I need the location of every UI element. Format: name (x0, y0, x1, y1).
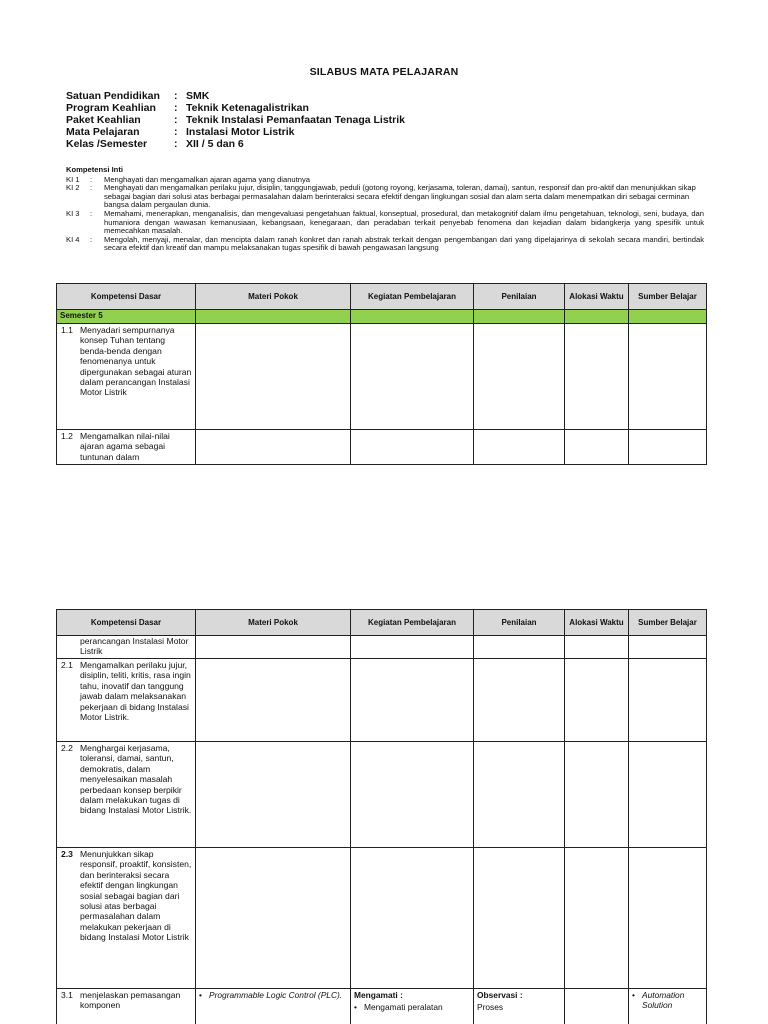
kd-text: Menunjukkan sikap responsif, proaktif, konsisten, dan berinteraksi secara efektif dengan lingkungan sosial sebagai bagian dari solusi atas berbagai permasalahan dalam melakukan pekerjaan di bidang Instalasi Motor Listrik (80, 849, 192, 943)
penilaian-cell (474, 989, 565, 1024)
header-kegiatan: Kegiatan Pembelajaran (351, 284, 474, 310)
materi-text: Programmable Logic Control (PLC). (209, 990, 343, 1000)
table-row (57, 848, 707, 989)
meta-value: XII / 5 dan 6 (186, 138, 244, 150)
identity-block (66, 90, 405, 150)
meta-colon: : (174, 114, 178, 126)
kegiatan-item: Mengamati peralatan (364, 1002, 443, 1012)
header-penilaian: Penilaian (474, 610, 565, 636)
ki-code: KI 1 (66, 174, 80, 184)
meta-colon: : (174, 126, 178, 138)
kompetensi-inti-heading: Kompetensi Inti (66, 165, 123, 174)
kd-text: Mengamalkan perilaku jujur, disiplin, teliti, kritis, rasa ingin tahu, inovatif dan tanggung jawab dalam melaksanakan pekerjaan di bidang Instalasi Motor Listrik. (80, 660, 191, 723)
header-kompetensi-dasar: Kompetensi Dasar (57, 284, 196, 310)
bullet-icon: • (354, 1002, 357, 1012)
header-sumber-belajar: Sumber Belajar (629, 284, 707, 310)
ki-text: Menghayati dan mengamalkan perilaku jujur, disiplin, tanggungjawab, peduli (gotong royong, kerjasama, toleran, damai), santun, responsif dan pro-aktif dan menunjukkan sikap sebagai bagian dari solusi atas berbagai permasalahan dalam berinteraksi secara efektif dengan lingkungan sosial dan alam serta dalam menempatkan diri sebagai cerminan bangsa dalam pergaulan dunia. (104, 183, 696, 210)
ki-text: Mengolah, menyaji, menalar, dan mencipta dalam ranah konkret dan ranah abstrak terkait dengan pengembangan dari yang dipelajarinya di sekolah secara mandiri, bertindak secara efektif dan kreatif dan mampu melaksanakan tugas spesifik di bawah pengawasan langsung (104, 234, 704, 253)
kd-number: 2.2 (61, 743, 73, 753)
syllabus-table-2 (56, 609, 707, 1024)
meta-label: Paket Keahlian (66, 114, 141, 126)
kd-number: 2.3 (61, 849, 73, 859)
penilaian-heading: Observasi : (477, 990, 523, 1000)
meta-value: Instalasi Motor Listrik (186, 126, 295, 138)
sumber-cell (629, 989, 707, 1024)
table-row (57, 989, 707, 1024)
kd-cell (57, 430, 196, 465)
ki-item (66, 184, 704, 210)
kd-cell (57, 848, 196, 989)
table-row (57, 324, 707, 430)
meta-label: Mata Pelajaran (66, 126, 140, 138)
ki-code: KI 3 (66, 208, 80, 218)
meta-colon: : (174, 102, 178, 114)
meta-label: Program Keahlian (66, 102, 156, 114)
table-header-row (57, 284, 707, 310)
kd-text: menjelaskan pemasangan komponen (80, 990, 181, 1011)
kd-number: 2.1 (61, 660, 73, 670)
header-penilaian: Penilaian (474, 284, 565, 310)
ki-sep: : (90, 208, 93, 218)
materi-cell (196, 989, 351, 1024)
table-row (57, 742, 707, 848)
meta-value: SMK (186, 90, 210, 102)
ki-item (66, 236, 704, 253)
penilaian-text: Proses (477, 1002, 504, 1012)
header-alokasi-waktu: Alokasi Waktu (565, 610, 629, 636)
ki-sep: : (90, 183, 93, 193)
kd-number: 1.2 (61, 431, 73, 441)
kegiatan-cell (351, 989, 474, 1024)
kd-text: Menghargai kerjasama, toleransi, damai, santun, demokratis, dalam menyelesaikan masalah perbedaan konsep berpikir dalam melakukan tugas di bidang Instalasi Motor Listrik. (80, 743, 192, 816)
ki-code: KI 4 (66, 234, 80, 244)
header-kompetensi-dasar: Kompetensi Dasar (57, 610, 196, 636)
kd-number: 1.1 (61, 325, 73, 335)
meta-row-kelas (66, 138, 405, 150)
ki-text: Menghayati dan mengamalkan ajaran agama yang dianutnya (104, 174, 311, 184)
meta-row-mapel (66, 126, 405, 138)
kegiatan-heading: Mengamati : (354, 990, 403, 1000)
kd-continuation: perancangan Instalasi Motor Listrik (80, 636, 189, 657)
syllabus-table-1 (56, 283, 707, 465)
header-sumber-belajar: Sumber Belajar (629, 610, 707, 636)
kd-text: Menyadari sempurnanya konsep Tuhan tentang benda-benda dengan fenomenanya untuk dipergunakan sebagai aturan dalam perancangan Instalasi Motor Listrik (80, 325, 192, 398)
table-row (57, 430, 707, 465)
header-materi-pokok: Materi Pokok (196, 284, 351, 310)
table-row (57, 636, 707, 659)
ki-sep: : (90, 234, 93, 244)
semester-label: Semester 5 (57, 310, 196, 324)
ki-code: KI 2 (66, 183, 80, 193)
kd-cell (57, 742, 196, 848)
meta-label: Satuan Pendidikan (66, 90, 160, 102)
sumber-text: Automation Solution (642, 990, 685, 1010)
meta-value: Teknik Instalasi Pemanfaatan Tenaga Listrik (186, 114, 406, 126)
kd-cell (57, 989, 196, 1024)
meta-row-paket (66, 114, 405, 126)
header-kegiatan: Kegiatan Pembelajaran (351, 610, 474, 636)
meta-colon: : (174, 138, 178, 150)
header-alokasi-waktu: Alokasi Waktu (565, 284, 629, 310)
meta-row-program (66, 102, 405, 114)
semester-row (57, 310, 707, 324)
table-header-row (57, 610, 707, 636)
kd-cell (57, 636, 196, 659)
meta-row-satuan (66, 90, 405, 102)
ki-sep: : (90, 174, 93, 184)
table-row (57, 659, 707, 742)
bullet-icon: • (632, 990, 635, 1000)
meta-label: Kelas /Semester (66, 138, 148, 150)
kd-text: Mengamalkan nilai-nilai ajaran agama sebagai tuntunan dalam (80, 431, 170, 462)
meta-colon: : (174, 90, 178, 102)
ki-text: Memahami, menerapkan, menganalisis, dan mengevaluasi pengetahuan faktual, konseptual, prosedural, dan metakognitif dalam ilmu pengetahuan, teknologi, seni, budaya, dan humaniora dengan wawasan kemanusiaan, kebangsaan, kenegaraan, dan peradaban terkait penyebab fenomena dan kejadian dalam bidangkerja yang spesifik untuk memecahkan masalah. (104, 208, 704, 236)
header-materi-pokok: Materi Pokok (196, 610, 351, 636)
kd-cell (57, 659, 196, 742)
kompetensi-inti-section (66, 166, 704, 253)
meta-value: Teknik Ketenagalistrikan (186, 102, 309, 114)
kd-cell (57, 324, 196, 430)
document-title: SILABUS MATA PELAJARAN (309, 66, 459, 78)
kd-number: 3.1 (61, 990, 73, 1000)
ki-item (66, 210, 704, 236)
bullet-icon: • (199, 990, 202, 1000)
